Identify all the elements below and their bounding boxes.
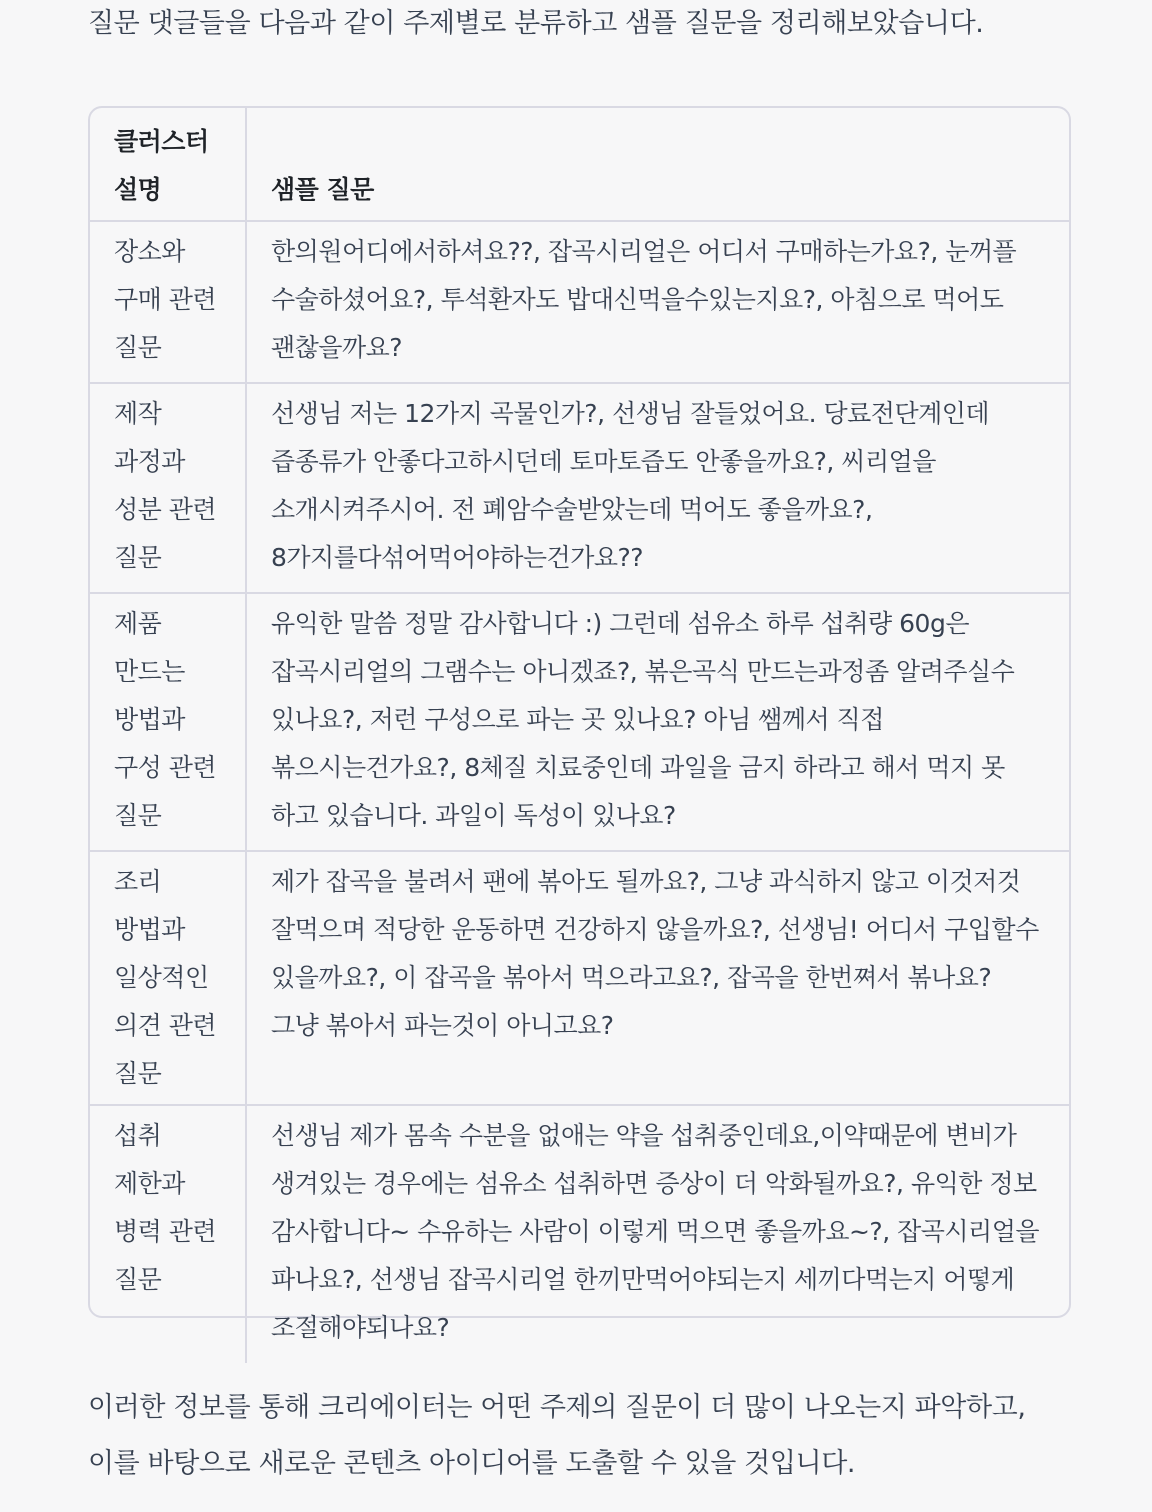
table-row <box>90 383 1069 593</box>
cluster-cell: 제작 과정과 성분 관련 질문 <box>90 383 246 593</box>
outro-paragraph: 이러한 정보를 통해 크리에이터는 어떤 주제의 질문이 더 많이 나오는지 파악하고, 이를 바탕으로 새로운 콘텐츠 아이디어를 도출할 수 있을 것입니다. <box>88 1392 1026 1479</box>
sample-cell: 선생님 제가 몸속 수분을 없애는 약을 섭취중인데요,이약때문에 변비가 생겨있는 경우에는 섬유소 섭취하면 증상이 더 악화될까요?, 유익한 정보 감사합니다~ 수유하는 사람이 이렇게 먹으면 좋을까요~?, 잡곡시리얼을 파나요?, 선생님 잡곡시리얼 한끼만먹어야되는지 세끼다먹는지 어떻게 조절해야되나요? <box>246 1105 1069 1363</box>
table-row <box>90 851 1069 1105</box>
table-header-row <box>90 108 1069 221</box>
sample-cell: 제가 잡곡을 불려서 팬에 볶아도 될까요?, 그냥 과식하지 않고 이것저것 잘먹으며 적당한 운동하면 건강하지 않을까요?, 선생님! 어디서 구입할수 있을까요?, 이 잡곡을 볶아서 먹으라고요?, 잡곡을 한번쪄서 볶나요? 그냥 볶아서 파는것이 아니고요? <box>246 851 1069 1105</box>
table-row <box>90 221 1069 383</box>
cluster-cell: 조리 방법과 일상적인 의견 관련 질문 <box>90 851 246 1105</box>
cluster-cell: 장소와 구매 관련 질문 <box>90 221 246 383</box>
sample-cell: 한의원어디에서하셔요??, 잡곡시리얼은 어디서 구매하는가요?, 눈꺼플 수술하셨어요?, 투석환자도 밥대신먹을수있는지요?, 아침으로 먹어도 괜찮을까요? <box>246 221 1069 383</box>
cluster-table <box>90 108 1069 1363</box>
table-row <box>90 593 1069 851</box>
cluster-cell: 섭취 제한과 병력 관련 질문 <box>90 1105 246 1363</box>
header-cluster-description: 클러스터 설명 <box>114 127 209 204</box>
sample-cell: 유익한 말씀 정말 감사합니다 :) 그런데 섬유소 하루 섭취량 60g은 잡곡시리얼의 그램수는 아니겠죠?, 볶은곡식 만드는과정좀 알려주실수 있나요?, 저런 구성으로 파는 곳 있나요? 아님 쌤께서 직접 볶으시는건가요?, 8체질 치료중인데 과일을 금지 하라고 해서 먹지 못 하고 있습니다. 과일이 독성이 있나요? <box>246 593 1069 851</box>
cluster-cell: 제품 만드는 방법과 구성 관련 질문 <box>90 593 246 851</box>
intro-paragraph: 질문 댓글들을 다음과 같이 주제별로 분류하고 샘플 질문을 정리해보았습니다. <box>88 8 984 39</box>
header-sample-questions: 샘플 질문 <box>246 108 1069 221</box>
sample-cell: 선생님 저는 12가지 곡물인가?, 선생님 잘들었어요. 당료전단계인데 즙종류가 안좋다고하시던데 토마토즙도 안좋을까요?, 씨리얼을 소개시켜주시어. 전 폐암수술받았는데 먹어도 좋을까요?, 8가지를다섞어먹어야하는건가요?? <box>246 383 1069 593</box>
question-cluster-table <box>88 106 1071 1342</box>
table-row <box>90 1105 1069 1363</box>
